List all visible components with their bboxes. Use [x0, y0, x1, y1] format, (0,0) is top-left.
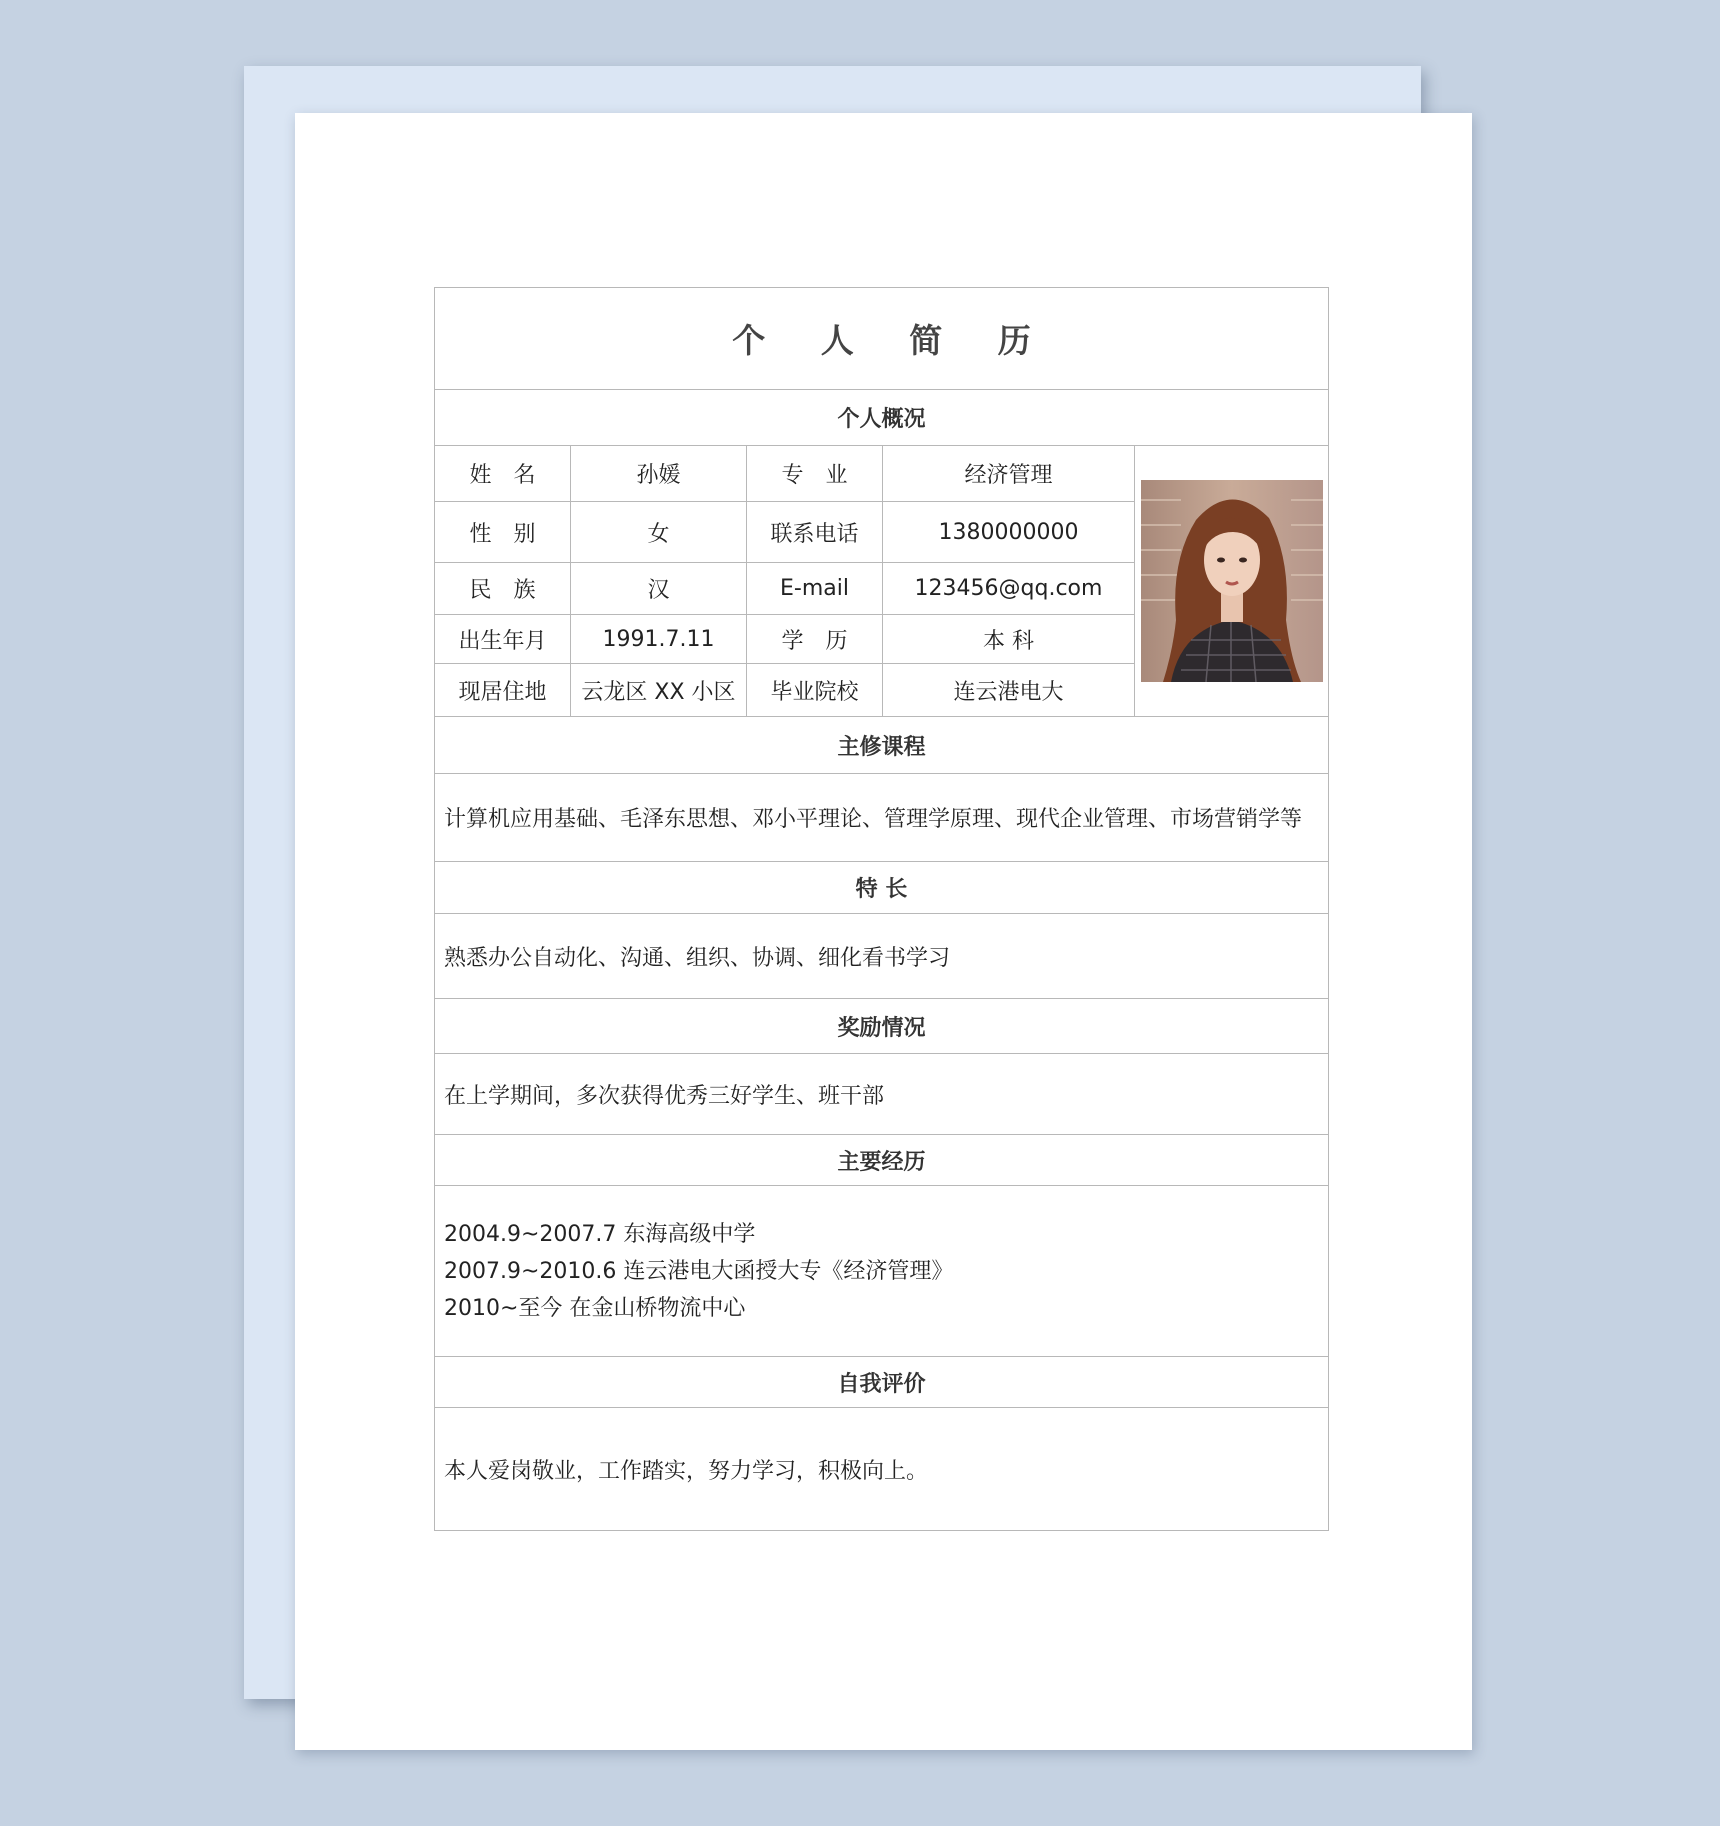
experience-item: 2007.9~2010.6 连云港电大函授大专《经济管理》 [444, 1258, 954, 1284]
name-value: 孙媛 [571, 446, 747, 502]
photo-cell [1135, 446, 1329, 717]
section-courses-header: 主修课程 [435, 717, 1329, 774]
resume-title: 个 人 简 历 [435, 288, 1329, 390]
gender-label: 性 别 [435, 502, 571, 563]
section-awards-header: 奖励情况 [435, 999, 1329, 1054]
address-label: 现居住地 [435, 664, 571, 717]
experience-item: 2004.9~2007.7 东海高级中学 [444, 1221, 756, 1247]
email-label: E-mail [747, 563, 883, 615]
portrait-photo [1141, 480, 1323, 682]
experience-item: 2010~至今 在金山桥物流中心 [444, 1295, 746, 1321]
section-overview-header: 个人概况 [435, 390, 1329, 446]
school-label: 毕业院校 [747, 664, 883, 717]
ethnicity-label: 民 族 [435, 563, 571, 615]
resume-table [434, 287, 1329, 1531]
address-value: 云龙区 XX 小区 [571, 664, 747, 717]
phone-value: 1380000000 [883, 502, 1135, 563]
self-eval-text: 本人爱岗敬业，工作踏实，努力学习，积极向上。 [435, 1408, 1329, 1531]
birth-label: 出生年月 [435, 615, 571, 664]
school-value: 连云港电大 [883, 664, 1135, 717]
major-value: 经济管理 [883, 446, 1135, 502]
experience-list [435, 1186, 1329, 1357]
section-self-eval-header: 自我评价 [435, 1357, 1329, 1408]
education-label: 学 历 [747, 615, 883, 664]
major-label: 专 业 [747, 446, 883, 502]
email-value: 123456@qq.com [883, 563, 1135, 615]
ethnicity-value: 汉 [571, 563, 747, 615]
name-label: 姓 名 [435, 446, 571, 502]
birth-value: 1991.7.11 [571, 615, 747, 664]
awards-text: 在上学期间，多次获得优秀三好学生、班干部 [435, 1054, 1329, 1135]
section-experience-header: 主要经历 [435, 1135, 1329, 1186]
section-skills-header: 特 长 [435, 862, 1329, 914]
skills-text: 熟悉办公自动化、沟通、组织、协调、细化看书学习 [435, 914, 1329, 999]
phone-label: 联系电话 [747, 502, 883, 563]
courses-text: 计算机应用基础、毛泽东思想、邓小平理论、管理学原理、现代企业管理、市场营销学等 [435, 774, 1329, 862]
gender-value: 女 [571, 502, 747, 563]
education-value: 本 科 [883, 615, 1135, 664]
resume-page [295, 113, 1472, 1750]
